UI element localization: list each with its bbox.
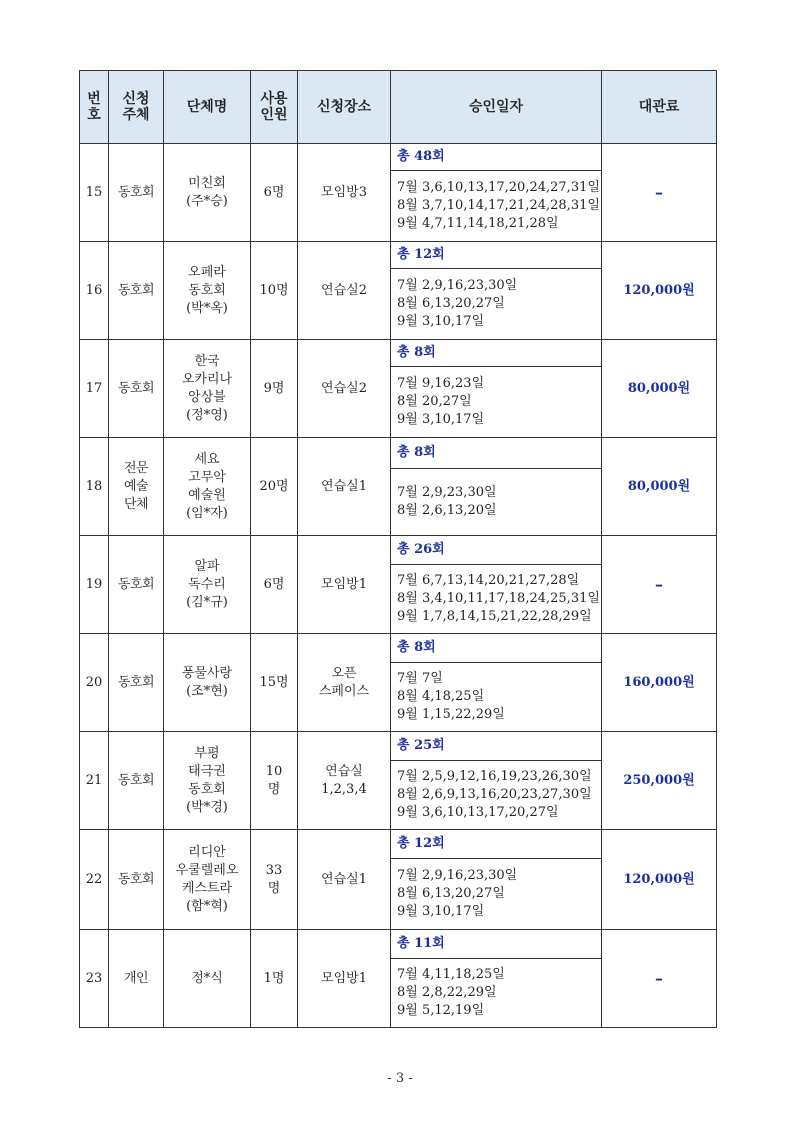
applicant-type (109, 536, 164, 634)
people-count-line: 명 (267, 781, 281, 797)
approved-date-line: 9월 1,15,22,29일 (397, 707, 505, 722)
applicant-type-line: 단체 (123, 496, 149, 512)
total-sessions: 총 26회 (391, 536, 602, 565)
group-name-line: (임*자) (186, 505, 228, 521)
group-name-line: 오카리나 (181, 371, 233, 387)
group-name-line: 우쿨렐레오 (175, 862, 239, 878)
rental-place (298, 930, 391, 1028)
row-number: 19 (80, 536, 109, 634)
approved-dates (391, 367, 602, 438)
applicant-type (109, 144, 164, 242)
approved-date-line: 8월 4,18,25일 (397, 689, 485, 704)
rental-fee: 120,000원 (602, 830, 717, 930)
rental-place (298, 830, 391, 930)
people-count (251, 536, 298, 634)
table-row (80, 438, 717, 469)
approved-date-line: 7월 2,9,16,23,30일 (397, 278, 518, 293)
rental-place-line: 연습실2 (321, 282, 367, 298)
group-name-line: 앙상블 (188, 389, 226, 405)
group-name-line: 한국 (194, 353, 220, 369)
row-number: 17 (80, 340, 109, 438)
people-count-line: 10 (265, 763, 283, 779)
rental-place-line: 모임방1 (321, 576, 367, 592)
applicant-type-line: 동호회 (117, 871, 155, 887)
applicant-type-line: 동호회 (117, 576, 155, 592)
rental-fee: 80,000원 (602, 438, 717, 536)
approved-date-line: 7월 2,9,16,23,30일 (397, 868, 518, 883)
approved-date-line: 8월 6,13,20,27일 (397, 886, 505, 901)
approved-date-line: 9월 5,12,19일 (397, 1003, 485, 1018)
rental-fee: 250,000원 (602, 732, 717, 830)
rental-approval-table (79, 70, 717, 1028)
applicant-type-line: 동호회 (117, 184, 155, 200)
rental-fee: – (602, 930, 717, 1028)
header-dates: 승인일자 (391, 71, 602, 144)
group-name (164, 830, 251, 930)
approved-date-line: 8월 3,7,10,14,17,21,24,28,31일 (397, 198, 600, 213)
approved-dates (391, 469, 602, 536)
rental-place (298, 144, 391, 242)
applicant-type-line: 전문 (123, 460, 149, 476)
group-name-line: (김*규) (186, 594, 228, 610)
rental-place (298, 536, 391, 634)
rental-place-line: 모임방1 (321, 970, 367, 986)
approved-date-line: 7월 2,9,23,30일 (397, 485, 497, 500)
applicant-type (109, 634, 164, 732)
table-row (80, 634, 717, 663)
people-count (251, 438, 298, 536)
table-row (80, 536, 717, 565)
people-count-line: 10명 (259, 282, 289, 298)
approved-date-line: 9월 3,10,17일 (397, 314, 485, 329)
approved-dates (391, 269, 602, 340)
group-name-line: 알파 (194, 558, 220, 574)
table-row (80, 242, 717, 269)
header-place: 신청장소 (298, 71, 391, 144)
rental-place-line: 연습실 (325, 763, 363, 779)
people-count (251, 930, 298, 1028)
group-name-line: 독수리 (188, 576, 226, 592)
group-name-line: 미친회 (188, 175, 226, 191)
total-sessions: 총 48회 (391, 144, 602, 171)
group-name-line: 리디안 (188, 844, 226, 860)
approved-date-line: 8월 2,6,13,20일 (397, 503, 497, 518)
group-name-line: (함*혁) (186, 898, 228, 914)
approved-date-line: 7월 6,7,13,14,20,21,27,28일 (397, 573, 580, 588)
approved-date-line: 7월 3,6,10,13,17,20,24,27,31일 (397, 180, 600, 195)
approved-date-line: 9월 4,7,11,14,18,21,28일 (397, 216, 559, 231)
people-count-line: 9명 (263, 380, 285, 396)
people-count (251, 340, 298, 438)
applicant-type-line: 동호회 (117, 282, 155, 298)
rental-place (298, 438, 391, 536)
total-sessions: 총 8회 (391, 340, 602, 367)
group-name (164, 144, 251, 242)
approved-date-line: 8월 3,4,10,11,17,18,24,25,31일 (397, 591, 600, 606)
group-name (164, 732, 251, 830)
total-sessions: 총 8회 (391, 438, 602, 469)
header-num: 번 호 (80, 71, 109, 144)
group-name-line: 오페라 (188, 264, 226, 280)
rental-place-line: 연습실1 (321, 871, 367, 887)
people-count (251, 144, 298, 242)
approved-date-line: 8월 2,6,9,13,16,20,23,27,30일 (397, 787, 592, 802)
people-count (251, 732, 298, 830)
applicant-type-line: 동호회 (117, 380, 155, 396)
rental-fee: – (602, 144, 717, 242)
group-name (164, 536, 251, 634)
table-header-row (80, 71, 717, 144)
approved-date-line: 7월 4,11,18,25일 (397, 967, 505, 982)
approved-dates (391, 859, 602, 930)
approved-dates (391, 565, 602, 634)
people-count (251, 830, 298, 930)
applicant-type-line: 예술 (123, 478, 149, 494)
group-name-line: (박*경) (186, 799, 228, 815)
group-name-line: 세요 (194, 451, 220, 467)
approved-dates (391, 663, 602, 732)
people-count-line: 6명 (263, 576, 285, 592)
group-name-line: (정*영) (186, 407, 228, 423)
group-name-line: 풍물사랑 (181, 665, 233, 681)
row-number: 22 (80, 830, 109, 930)
total-sessions: 총 25회 (391, 732, 602, 761)
group-name (164, 438, 251, 536)
total-sessions: 총 8회 (391, 634, 602, 663)
rental-place (298, 634, 391, 732)
approved-dates (391, 959, 602, 1028)
header-fee: 대관료 (602, 71, 717, 144)
row-number: 20 (80, 634, 109, 732)
approved-date-line: 8월 20,27일 (397, 394, 472, 409)
rental-place-line: 1,2,3,4 (321, 781, 367, 797)
approved-date-line: 7월 2,5,9,12,16,19,23,26,30일 (397, 769, 592, 784)
approved-date-line: 8월 6,13,20,27일 (397, 296, 505, 311)
rental-place (298, 340, 391, 438)
total-sessions: 총 12회 (391, 830, 602, 859)
group-name-line: 정*식 (191, 970, 223, 986)
rental-place-line: 연습실1 (321, 478, 367, 494)
table-row (80, 732, 717, 761)
people-count-line: 20명 (259, 478, 289, 494)
applicant-type (109, 830, 164, 930)
rental-fee: 80,000원 (602, 340, 717, 438)
group-name (164, 634, 251, 732)
group-name-line: 고무악 (188, 469, 226, 485)
total-sessions: 총 11회 (391, 930, 602, 959)
rental-fee: 160,000원 (602, 634, 717, 732)
rental-place-line: 오픈 (331, 665, 357, 681)
group-name-line: (조*현) (186, 683, 228, 699)
header-group: 단체명 (164, 71, 251, 144)
rental-place-line: 연습실2 (321, 380, 367, 396)
approved-dates (391, 761, 602, 830)
applicant-type (109, 732, 164, 830)
applicant-type (109, 242, 164, 340)
approved-dates (391, 171, 602, 242)
page-number: - 3 - (387, 1071, 413, 1086)
applicant-type-line: 동호회 (117, 674, 155, 690)
applicant-type (109, 438, 164, 536)
group-name (164, 930, 251, 1028)
rental-fee: – (602, 536, 717, 634)
group-name-line: 케스트라 (181, 880, 233, 896)
group-name-line: (박*옥) (186, 300, 228, 316)
people-count-line: 15명 (259, 674, 289, 690)
group-name-line: 동호회 (188, 781, 226, 797)
people-count-line: 6명 (263, 184, 285, 200)
people-count (251, 634, 298, 732)
approved-date-line: 7월 7일 (397, 671, 443, 686)
approved-date-line: 9월 3,10,17일 (397, 904, 485, 919)
people-count-line: 명 (267, 880, 281, 896)
rental-fee: 120,000원 (602, 242, 717, 340)
applicant-type-line: 개인 (123, 970, 149, 986)
row-number: 18 (80, 438, 109, 536)
rental-place-line: 모임방3 (321, 184, 367, 200)
group-name (164, 340, 251, 438)
group-name-line: 부평 (194, 745, 220, 761)
row-number: 21 (80, 732, 109, 830)
approved-date-line: 9월 1,7,8,14,15,21,22,28,29일 (397, 609, 592, 624)
total-sessions: 총 12회 (391, 242, 602, 269)
table-row (80, 340, 717, 367)
row-number: 16 (80, 242, 109, 340)
approved-date-line: 7월 9,16,23일 (397, 376, 485, 391)
rental-place-line: 스페이스 (318, 683, 370, 699)
rental-place (298, 732, 391, 830)
row-number: 15 (80, 144, 109, 242)
approved-date-line: 8월 2,8,22,29일 (397, 985, 497, 1000)
group-name-line: (주*승) (186, 193, 228, 209)
header-people: 사용 인원 (251, 71, 298, 144)
people-count-line: 1명 (263, 970, 285, 986)
applicant-type (109, 340, 164, 438)
rental-place (298, 242, 391, 340)
row-number: 23 (80, 930, 109, 1028)
approved-date-line: 9월 3,6,10,13,17,20,27일 (397, 805, 559, 820)
group-name-line: 예술원 (188, 487, 226, 503)
group-name (164, 242, 251, 340)
applicant-type (109, 930, 164, 1028)
applicant-type-line: 동호회 (117, 772, 155, 788)
people-count (251, 242, 298, 340)
header-subject: 신청 주체 (109, 71, 164, 144)
group-name-line: 태극권 (188, 763, 226, 779)
table-row (80, 830, 717, 859)
people-count-line: 33 (265, 862, 283, 878)
table-row (80, 930, 717, 959)
group-name-line: 동호회 (188, 282, 226, 298)
approved-date-line: 9월 3,10,17일 (397, 412, 485, 427)
table-row (80, 144, 717, 171)
